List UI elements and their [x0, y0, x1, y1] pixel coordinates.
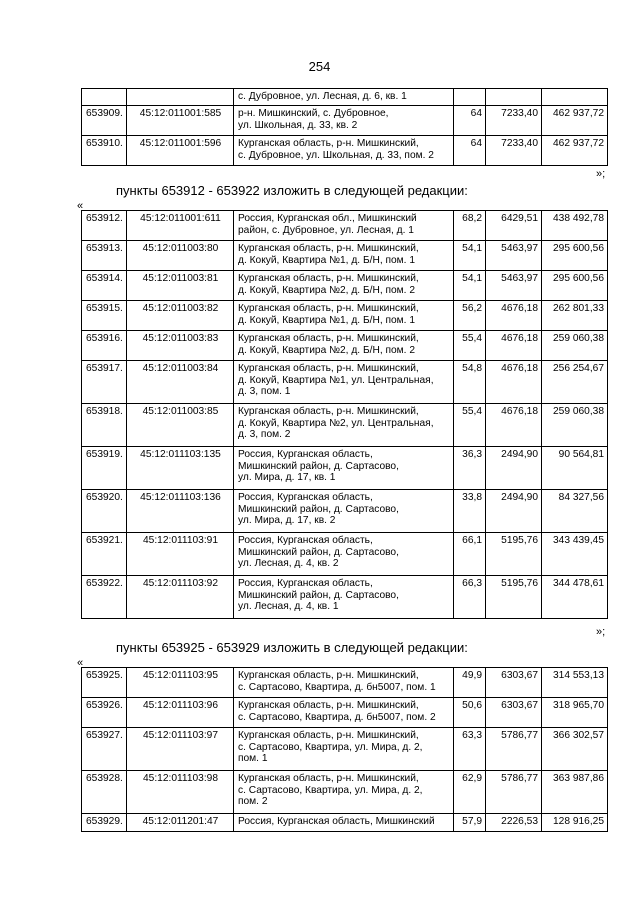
address-cell: Курганская область, р-н. Мишкинский, д. Кокуй, Квартира №1, ул. Центральная, д. 3, пом. 1 — [234, 361, 454, 404]
price-per-unit-cell: 7233,40 — [486, 136, 542, 166]
area-cell — [454, 89, 486, 106]
item-number-cell: 653928. — [82, 771, 127, 814]
cadastral-number-cell: 45:12:011103:95 — [127, 668, 234, 698]
price-per-unit-cell: 7233,40 — [486, 106, 542, 136]
cadastral-number-cell: 45:12:011003:80 — [127, 241, 234, 271]
total-value-cell: 318 965,70 — [542, 698, 608, 728]
item-number-cell: 653927. — [82, 728, 127, 771]
area-cell: 54,8 — [454, 361, 486, 404]
cadastral-number-cell: 45:12:011103:98 — [127, 771, 234, 814]
address-cell: р-н. Мишкинский, с. Дубровное, ул. Школьная, д. 33, кв. 2 — [234, 106, 454, 136]
item-number-cell: 653910. — [82, 136, 127, 166]
closing-quote: »; — [596, 168, 606, 180]
item-number-cell: 653919. — [82, 447, 127, 490]
opening-quote: « — [77, 200, 84, 212]
area-cell: 63,3 — [454, 728, 486, 771]
table-row — [82, 89, 608, 106]
area-cell: 55,4 — [454, 331, 486, 361]
address-cell: Курганская область, р-н. Мишкинский, д. Кокуй, Квартира №2, д. Б/Н, пом. 2 — [234, 331, 454, 361]
price-per-unit-cell: 4676,18 — [486, 404, 542, 447]
table-row — [82, 136, 608, 166]
address-cell: Россия, Курганская область, Мишкинский район, д. Сартасово, ул. Мира, д. 17, кв. 1 — [234, 447, 454, 490]
price-per-unit-cell: 6303,67 — [486, 668, 542, 698]
cadastral-number-cell: 45:12:011001:611 — [127, 211, 234, 241]
price-per-unit-cell: 5463,97 — [486, 271, 542, 301]
total-value-cell: 438 492,78 — [542, 211, 608, 241]
cadastral-number-cell: 45:12:011201:47 — [127, 814, 234, 832]
property-table-top — [81, 88, 608, 166]
item-number-cell: 653918. — [82, 404, 127, 447]
amendment-instruction: пункты 653912 - 653922 изложить в следующей редакции: — [116, 183, 468, 198]
table-row — [82, 490, 608, 533]
price-per-unit-cell: 2226,53 — [486, 814, 542, 832]
area-cell: 57,9 — [454, 814, 486, 832]
cadastral-number-cell: 45:12:011003:82 — [127, 301, 234, 331]
table-row — [82, 361, 608, 404]
cadastral-number-cell: 45:12:011001:585 — [127, 106, 234, 136]
area-cell: 56,2 — [454, 301, 486, 331]
cadastral-number-cell: 45:12:011003:84 — [127, 361, 234, 404]
opening-quote: « — [77, 657, 84, 669]
page-number: 254 — [308, 59, 331, 74]
closing-quote: »; — [596, 626, 606, 638]
total-value-cell: 262 801,33 — [542, 301, 608, 331]
area-cell: 66,1 — [454, 533, 486, 576]
table-row — [82, 241, 608, 271]
total-value-cell: 462 937,72 — [542, 106, 608, 136]
address-cell: Россия, Курганская область, Мишкинский район, д. Сартасово, ул. Мира, д. 17, кв. 2 — [234, 490, 454, 533]
total-value-cell: 259 060,38 — [542, 331, 608, 361]
area-cell: 66,3 — [454, 576, 486, 619]
address-cell: Россия, Курганская область, Мишкинский район, д. Сартасово, ул. Лесная, д. 4, кв. 2 — [234, 533, 454, 576]
address-cell: Курганская область, р-н. Мишкинский, д. Кокуй, Квартира №2, ул. Центральная, д. 3, пом. 2 — [234, 404, 454, 447]
item-number-cell: 653909. — [82, 106, 127, 136]
total-value-cell: 314 553,13 — [542, 668, 608, 698]
table-row — [82, 698, 608, 728]
address-cell: с. Дубровное, ул. Лесная, д. 6, кв. 1 — [234, 89, 454, 106]
total-value-cell — [542, 89, 608, 106]
area-cell: 64 — [454, 136, 486, 166]
area-cell: 33,8 — [454, 490, 486, 533]
area-cell: 50,6 — [454, 698, 486, 728]
price-per-unit-cell — [486, 89, 542, 106]
cadastral-number-cell: 45:12:011103:96 — [127, 698, 234, 728]
address-cell: Курганская область, р-н. Мишкинский, с. Сартасово, Квартира, д. бн5007, пом. 1 — [234, 668, 454, 698]
address-cell: Россия, Курганская обл., Мишкинский район, с. Дубровное, ул. Лесная, д. 1 — [234, 211, 454, 241]
area-cell: 62,9 — [454, 771, 486, 814]
table-row — [82, 533, 608, 576]
table-row — [82, 814, 608, 832]
item-number-cell: 653921. — [82, 533, 127, 576]
price-per-unit-cell: 5463,97 — [486, 241, 542, 271]
property-table-bottom — [81, 667, 608, 832]
price-per-unit-cell: 5786,77 — [486, 728, 542, 771]
item-number-cell: 653920. — [82, 490, 127, 533]
item-number-cell: 653912. — [82, 211, 127, 241]
price-per-unit-cell: 5195,76 — [486, 533, 542, 576]
price-per-unit-cell: 4676,18 — [486, 361, 542, 404]
cadastral-number-cell: 45:12:011003:85 — [127, 404, 234, 447]
price-per-unit-cell: 5195,76 — [486, 576, 542, 619]
table-row — [82, 668, 608, 698]
item-number-cell: 653925. — [82, 668, 127, 698]
address-cell: Курганская область, р-н. Мишкинский, с. Дубровное, ул. Школьная, д. 33, пом. 2 — [234, 136, 454, 166]
area-cell: 64 — [454, 106, 486, 136]
price-per-unit-cell: 4676,18 — [486, 331, 542, 361]
area-cell: 54,1 — [454, 271, 486, 301]
total-value-cell: 363 987,86 — [542, 771, 608, 814]
area-cell: 49,9 — [454, 668, 486, 698]
cadastral-number-cell: 45:12:011103:97 — [127, 728, 234, 771]
item-number-cell: 653913. — [82, 241, 127, 271]
total-value-cell: 295 600,56 — [542, 271, 608, 301]
price-per-unit-cell: 2494,90 — [486, 490, 542, 533]
item-number-cell: 653916. — [82, 331, 127, 361]
item-number-cell: 653926. — [82, 698, 127, 728]
cadastral-number-cell: 45:12:011001:596 — [127, 136, 234, 166]
price-per-unit-cell: 2494,90 — [486, 447, 542, 490]
address-cell: Курганская область, р-н. Мишкинский, с. Сартасово, Квартира, ул. Мира, д. 2, пом. 1 — [234, 728, 454, 771]
item-number-cell: 653922. — [82, 576, 127, 619]
table-row — [82, 771, 608, 814]
price-per-unit-cell: 6429,51 — [486, 211, 542, 241]
table-row — [82, 211, 608, 241]
cadastral-number-cell: 45:12:011103:92 — [127, 576, 234, 619]
price-per-unit-cell: 4676,18 — [486, 301, 542, 331]
cadastral-number-cell: 45:12:011003:83 — [127, 331, 234, 361]
price-per-unit-cell: 5786,77 — [486, 771, 542, 814]
cadastral-number-cell: 45:12:011003:81 — [127, 271, 234, 301]
total-value-cell: 295 600,56 — [542, 241, 608, 271]
address-cell: Россия, Курганская область, Мишкинский район, д. Сартасово, ул. Лесная, д. 4, кв. 1 — [234, 576, 454, 619]
area-cell: 36,3 — [454, 447, 486, 490]
table-row — [82, 331, 608, 361]
address-cell: Курганская область, р-н. Мишкинский, с. Сартасово, Квартира, ул. Мира, д. 2, пом. 2 — [234, 771, 454, 814]
table-row — [82, 271, 608, 301]
table-row — [82, 404, 608, 447]
total-value-cell: 256 254,67 — [542, 361, 608, 404]
total-value-cell: 344 478,61 — [542, 576, 608, 619]
cadastral-number-cell: 45:12:011103:136 — [127, 490, 234, 533]
total-value-cell: 90 564,81 — [542, 447, 608, 490]
address-cell: Россия, Курганская область, Мишкинский — [234, 814, 454, 832]
table-row — [82, 576, 608, 619]
total-value-cell: 259 060,38 — [542, 404, 608, 447]
property-table-middle — [81, 210, 608, 619]
address-cell: Курганская область, р-н. Мишкинский, д. Кокуй, Квартира №2, д. Б/Н, пом. 2 — [234, 271, 454, 301]
total-value-cell: 343 439,45 — [542, 533, 608, 576]
price-per-unit-cell: 6303,67 — [486, 698, 542, 728]
area-cell: 54,1 — [454, 241, 486, 271]
item-number-cell — [82, 89, 127, 106]
area-cell: 68,2 — [454, 211, 486, 241]
cadastral-number-cell: 45:12:011103:135 — [127, 447, 234, 490]
area-cell: 55,4 — [454, 404, 486, 447]
total-value-cell: 84 327,56 — [542, 490, 608, 533]
address-cell: Курганская область, р-н. Мишкинский, с. Сартасово, Квартира, д. бн5007, пом. 2 — [234, 698, 454, 728]
amendment-instruction: пункты 653925 - 653929 изложить в следующей редакции: — [116, 640, 468, 655]
address-cell: Курганская область, р-н. Мишкинский, д. Кокуй, Квартира №1, д. Б/Н, пом. 1 — [234, 301, 454, 331]
item-number-cell: 653917. — [82, 361, 127, 404]
total-value-cell: 128 916,25 — [542, 814, 608, 832]
address-cell: Курганская область, р-н. Мишкинский, д. Кокуй, Квартира №1, д. Б/Н, пом. 1 — [234, 241, 454, 271]
total-value-cell: 462 937,72 — [542, 136, 608, 166]
table-row — [82, 728, 608, 771]
item-number-cell: 653929. — [82, 814, 127, 832]
cadastral-number-cell — [127, 89, 234, 106]
item-number-cell: 653914. — [82, 271, 127, 301]
item-number-cell: 653915. — [82, 301, 127, 331]
table-row — [82, 106, 608, 136]
table-row — [82, 447, 608, 490]
table-row — [82, 301, 608, 331]
total-value-cell: 366 302,57 — [542, 728, 608, 771]
cadastral-number-cell: 45:12:011103:91 — [127, 533, 234, 576]
